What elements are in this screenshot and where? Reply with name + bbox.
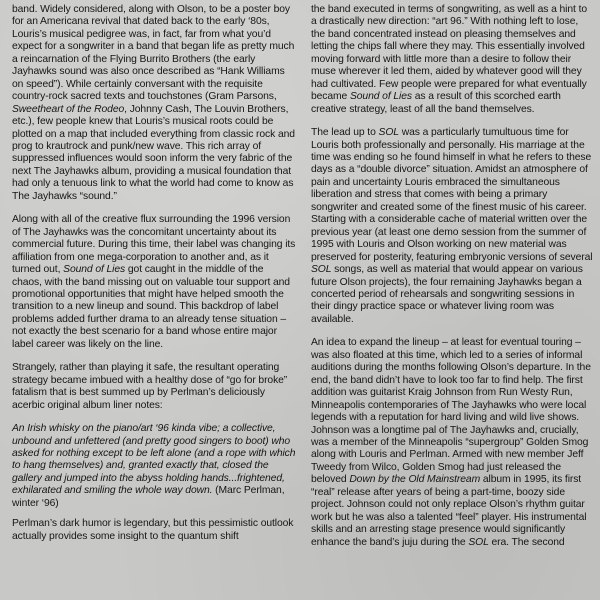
- paragraph: the band executed in terms of songwriting, as well as a hint to a drastically new direction: “art 96.” With nothing left to lose, the band concentrated instead on pleasing themselves and letting the chips fall where they may. This essentially involved moving forward with little more than a desire to follow their muse wherever it led them, aided by whatever good will they had cultivated. Few people were prepared for what eventually became Sound of Lies as a result of this scorched earth creative strategy, least of all the band themselves.: [311, 4, 588, 115]
- paragraph: Perlman’s dark humor is legendary, but this pessimistic outlook actually provides some insight to the quantum shift: [12, 518, 294, 542]
- paragraph: Strangely, rather than playing it safe, the resultant operating strategy became imbued with a healthy dose of “go for broke” fatalism that is best summed up by Perlman’s deliciously acerbic original album liner notes:: [12, 362, 288, 411]
- paragraph: band. Widely considered, along with Olson, to be a poster boy for an Americana revival that dated back to the early ‘80s, Louris’s musical pedigree was, in fact, far from what you’d expect for a songwriter in a band that began life as pretty much a reincarnation of the Flying Burrito Brothers (the early Jayhawks sound was also once described as “Hank Williams on speed”). While certainly conversant with the requisite country-rock sacred texts and touchstones (Gram Parsons, Sweetheart of the Rodeo, Johnny Cash, The Louvin Brothers, etc.), few people knew that Louris’s musical roots could be plotted on a map that included everything from classic rock and prog to krautrock and punk/new wave. This rich array of suppressed influences would soon inform the very fabric of the next The Jayhawks album, providing a musical foundation that had only a tenuous link to what the world had come to know as The Jayhawks “sound.”: [12, 4, 295, 202]
- left-column: [12, 4, 296, 554]
- liner-notes-quote: An Irish whisky on the piano/art ‘96 kinda vibe; a collective, unbound and unfettered (and pretty good singers to boot) who asked for nothing except to be left alone (and a rope with which to hang themselves) and, granted exactly that, closed the gallery and jumped into the abyss holding hands...frightened, exhilarated and smiling the whole way down. (Marc Perlman, winter ‘96): [12, 423, 296, 509]
- paragraph: The lead up to SOL was a particularly tumultuous time for Louris both professionally and personally. His marriage at the time was ending so he found himself in what he refers to these days as a “double divorce” situation. Amidst an atmosphere of pain and uncertainty Louris embraced the simultaneous liberation and stress that comes with being a primary songwriter and created some of the finest music of his career. Starting with a considerable cache of material written over the previous year (at least one demo session from the summer of 1995 with Louris and Olson working on new material was preserved for posterity, featuring embryonic versions of several SOL songs, as well as material that would appear on various future Olson projects), the four remaining Jayhawks began a concerted period of rehearsals and songwriting sessions in their dingy practice space or whatever living room was available.: [311, 127, 593, 325]
- paragraph: Along with all of the creative flux surrounding the 1996 version of The Jayhawks was the concomitant uncertainty about its commercial future. During this time, their label was changing its affiliation from one mega-corporation to another and, as it turned out, Sound of Lies got caught in the middle of the chaos, with the band missing out on valuable tour support and promotional opportunities that might have helped smooth the transition to a new lineup and sound. This backdrop of label problems added further drama to an already tense situation – not exactly the best scenario for a band whose entire major label career was likely on the line.: [12, 214, 296, 350]
- paragraph: An idea to expand the lineup – at least for eventual touring – was also floated at this time, which led to a series of informal auditions during the months following Olson’s departure. In the end, the band didn’t have to look too far to find help. The first addition was guitarist Kraig Johnson from Run Westy Run, Minneapolis contemporaries of The Jayhawks who were local legends with a reputation for hard living and wild live shows. Johnson was a longtime pal of The Jayhawks and, crucially, was a member of the Minneapolis “supergroup” Golden Smog along with Louris and Perlman. Armed with new member Jeff Tweedy from Wilco, Golden Smog had just released the beloved Down by the Old Mainstream album in 1995, its first “real” release after years of being a part-time, boozy side project. Johnson could not only replace Olson’s rhythm guitar work but he was also a talented “feel” player. His instrumental skills and an arresting stage presence would significantly enhance the band’s juju during the SOL era. The second: [311, 337, 591, 548]
- right-column: [311, 4, 594, 560]
